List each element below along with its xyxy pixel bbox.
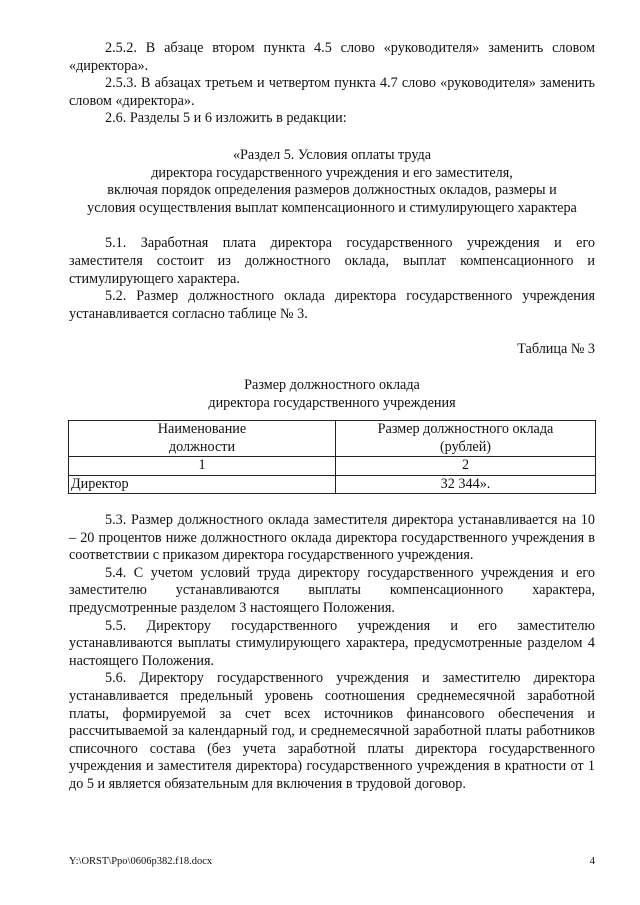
paragraph-2-6: 2.6. Разделы 5 и 6 изложить в редакции: [105,110,347,127]
document-body [69,40,595,794]
paragraph-5-3: 5.3. Размер должностного оклада заместителя директора устанавливается на 10 – 20 процентов ниже должностного оклада директора государственного учреждения в соответствии с приказом директора государственного учреждения. [69,512,595,564]
paragraph-5-5: 5.5. Директору государственного учреждения и его заместителю устанавливаются выплаты стимулирующего характера, предусмотренные разделом 4 настоящего Положения. [69,617,595,669]
column-number-cell: 1 [69,457,336,476]
table-header-row [69,421,596,457]
section-heading-line: директора государственного учреждения и его заместителя, [151,164,513,181]
paragraph-5-6: 5.6. Директору государственного учреждения и заместителю директора устанавливается предельный уровень соотношения среднемесячной заработной платы, формируемой за счет всех источников финансового обеспечения и рассчитываемой за календарный год, и среднемесячной заработной платы работников списочного состава (без учета заработной платы директора государственного учреждения и заместителя директора) государственного учреждения в кратности от 1 до 5 и является обязательным для включения в трудовой договор. [69,670,595,792]
table-label: Таблица № 3 [517,341,595,358]
paragraph-2-5-3: 2.5.3. В абзацах третьем и четвертом пункта 4.7 слово «руководителя» заменить словом «директора». [69,75,595,109]
paragraph-5-1: 5.1. Заработная плата директора государственного учреждения и его заместителя состоит из должностного оклада, выплат компенсационного и стимулирующего характера. [69,235,595,287]
table-caption-line: Размер должностного оклада [244,376,420,393]
salary-table [68,420,596,494]
section-heading-line: условия осуществления выплат компенсационного и стимулирующего характера [87,199,577,216]
file-path: Y:\ORST\Ppo\0606p382.f18.docx [69,856,213,867]
table-number-row [69,457,596,476]
page-footer [69,856,595,868]
section-heading-line: включая порядок определения размеров должностных окладов, размеры и [107,182,557,199]
section-heading-line: «Раздел 5. Условия оплаты труда [232,146,432,163]
page-number: 4 [589,856,595,867]
cell-salary-value: 32 344». [336,475,596,494]
paragraph-5-4: 5.4. С учетом условий труда директору государственного учреждения и его заместителю устанавливаются выплаты компенсационного характера, предусмотренные разделом 3 настоящего Положения. [69,564,595,617]
header-cell-salary: Размер должностного оклада (рублей) [336,421,596,457]
cell-position-name: Директор [69,475,336,494]
paragraph-2-5-2: 2.5.2. В абзаце втором пункта 4.5 слово «руководителя» заменить словом «директора». [69,40,595,74]
paragraph-5-2: 5.2. Размер должностного оклада директора государственного учреждения устанавливается согласно таблице № 3. [69,288,595,322]
column-number-cell: 2 [336,457,596,476]
table-caption [69,377,595,412]
section-5-heading [69,147,595,217]
header-cell-position: Наименование должности [69,421,336,457]
table-caption-line: директора государственного учреждения [208,394,456,411]
table-row [69,475,596,494]
